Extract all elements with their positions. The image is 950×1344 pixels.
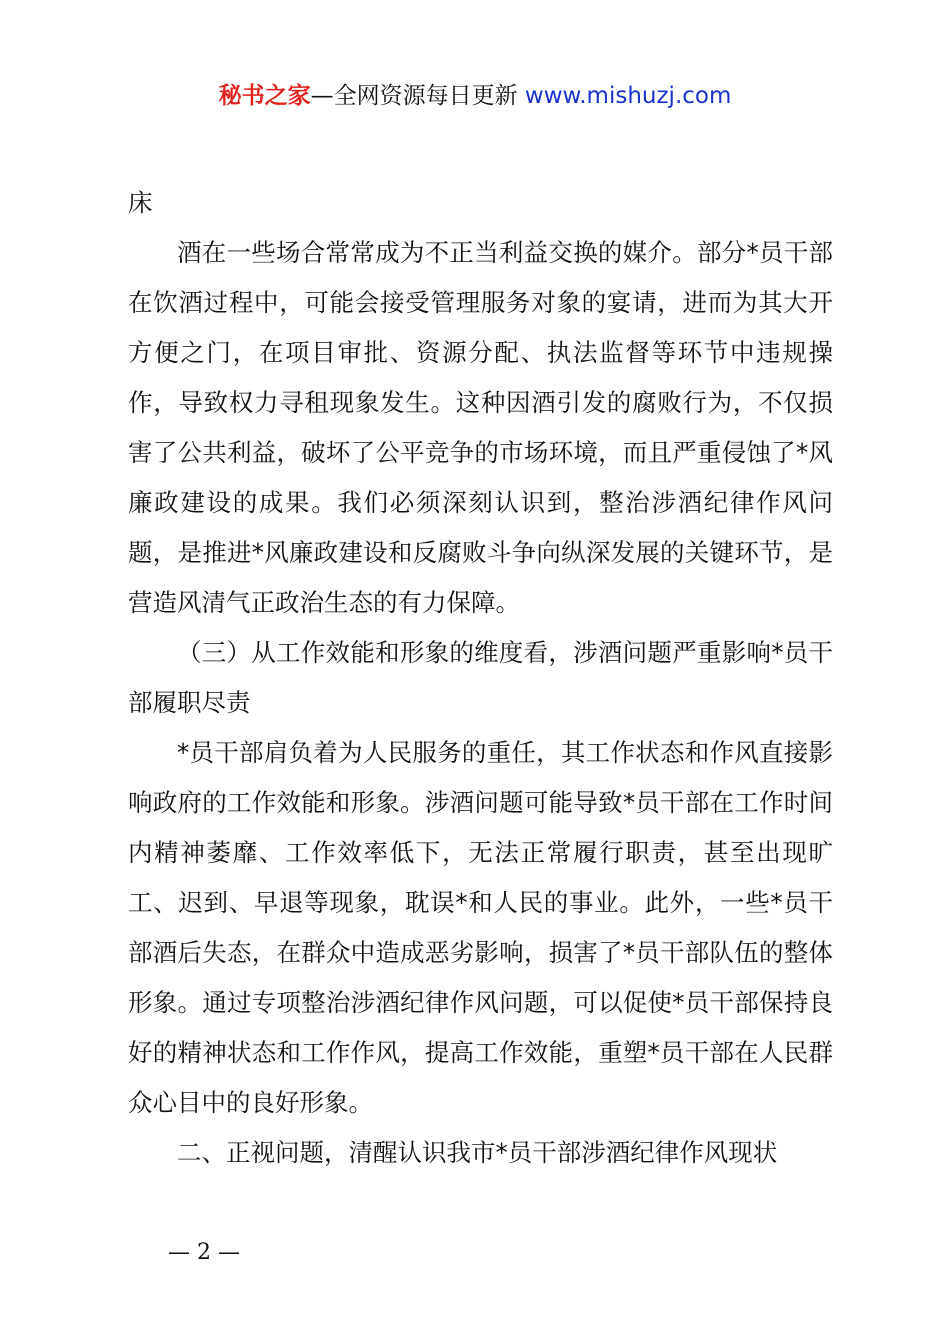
paragraph: 酒在一些场合常常成为不正当利益交换的媒介。部分*员干部在饮酒过程中，可能会接受管理服务对象的宴请，进而为其大开方便之门，在项目审批、资源分配、执法监督等环节中违规操作，导致权力寻租现象发生。这种因酒引发的腐败行为，不仅损害了公共利益，破坏了公平竞争的市场环境，而且严重侵蚀了*风廉政建设的成果。我们必须深刻认识到，整治涉酒纪律作风问题，是推进*风廉政建设和反腐败斗争向纵深发展的关键环节，是营造风清气正政治生态的有力保障。 [128,238,833,617]
paragraph-continuation: 床 [128,188,153,217]
brand-name: 秘书之家 [218,83,311,109]
page-number: — 2 — [168,1240,240,1265]
section-subheading: （三）从工作效能和形象的维度看，涉酒问题严重影响*员干部履职尽责 [128,638,833,717]
site-header [0,80,950,112]
site-url-link[interactable]: www.mishuzj.com [524,83,732,109]
document-body [128,178,833,1178]
paragraph: *员干部肩负着为人民服务的重任，其工作状态和作风直接影响政府的工作效能和形象。涉酒问题可能导致*员干部在工作时间内精神萎靡、工作效率低下，无法正常履行职责，甚至出现旷工、迟到、早退等现象，耽误*和人民的事业。此外，一些*员干部酒后失态，在群众中造成恶劣影响，损害了*员干部队伍的整体形象。通过专项整治涉酒纪律作风问题，可以促使*员干部保持良好的精神状态和工作作风，提高工作效能，重塑*员干部在人民群众心目中的良好形象。 [128,738,833,1117]
header-tagline: —全网资源每日更新 [310,83,525,109]
section-heading: 二、正视问题，清醒认识我市*员干部涉酒纪律作风现状 [177,1138,778,1167]
